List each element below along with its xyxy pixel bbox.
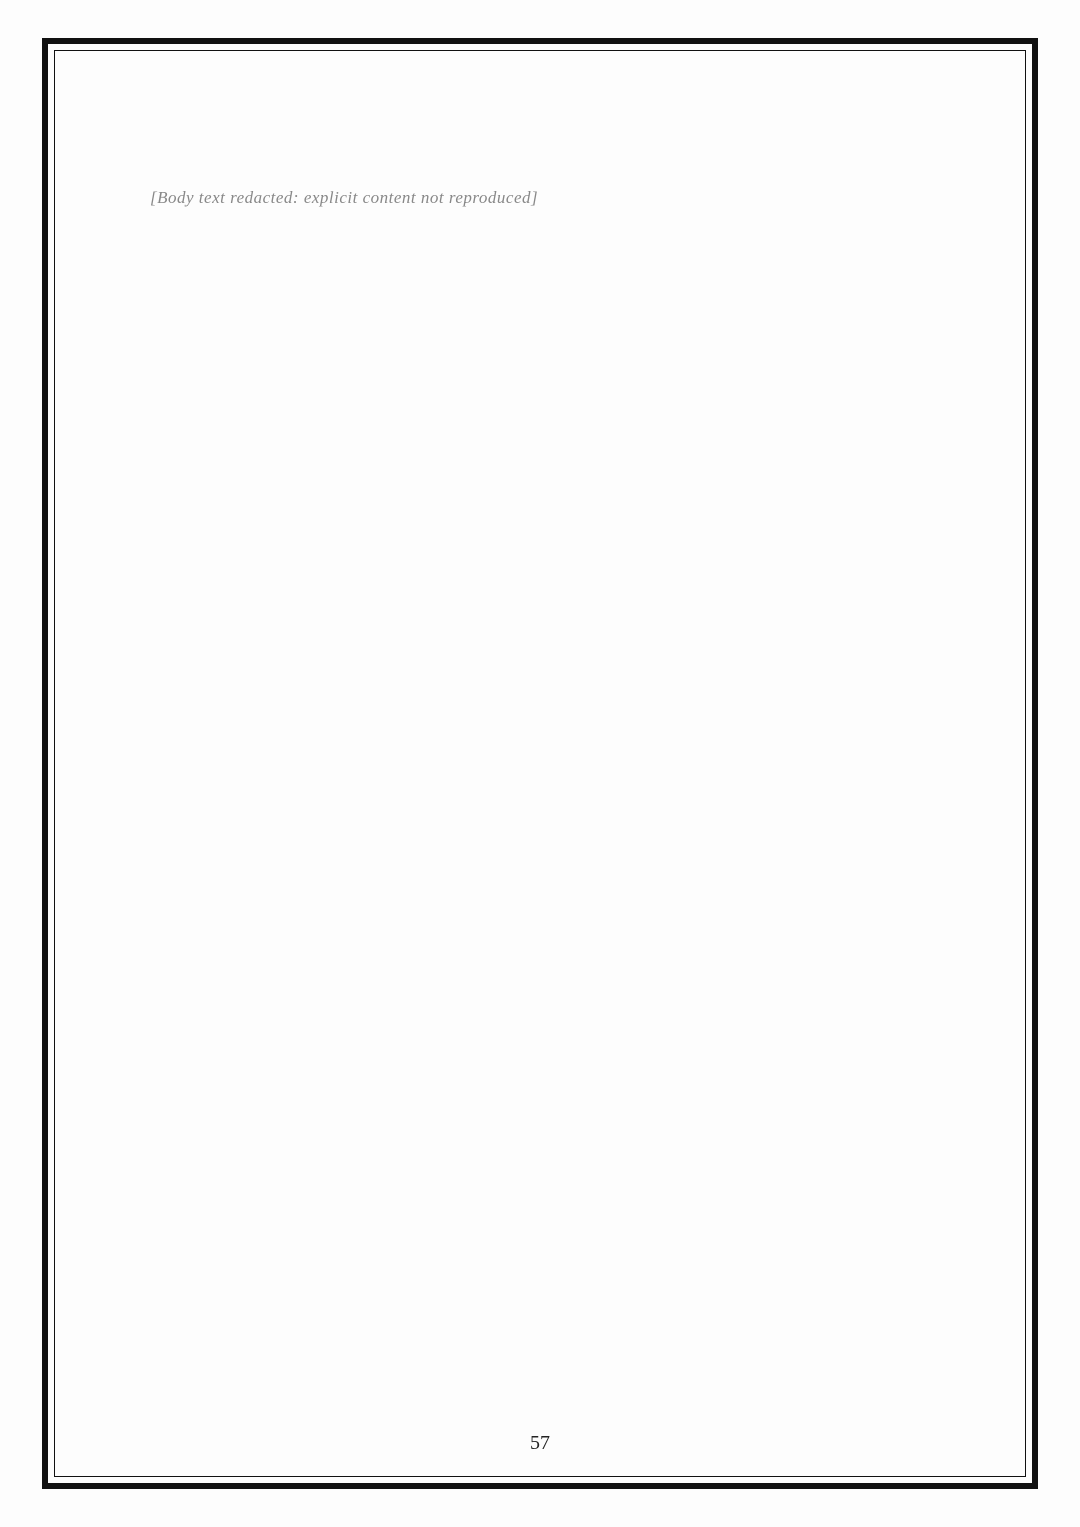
redacted-paragraph: [Body text redacted: explicit content not reproduced]	[150, 188, 539, 207]
page-number: 57	[530, 1432, 550, 1454]
page-body	[150, 180, 930, 1407]
